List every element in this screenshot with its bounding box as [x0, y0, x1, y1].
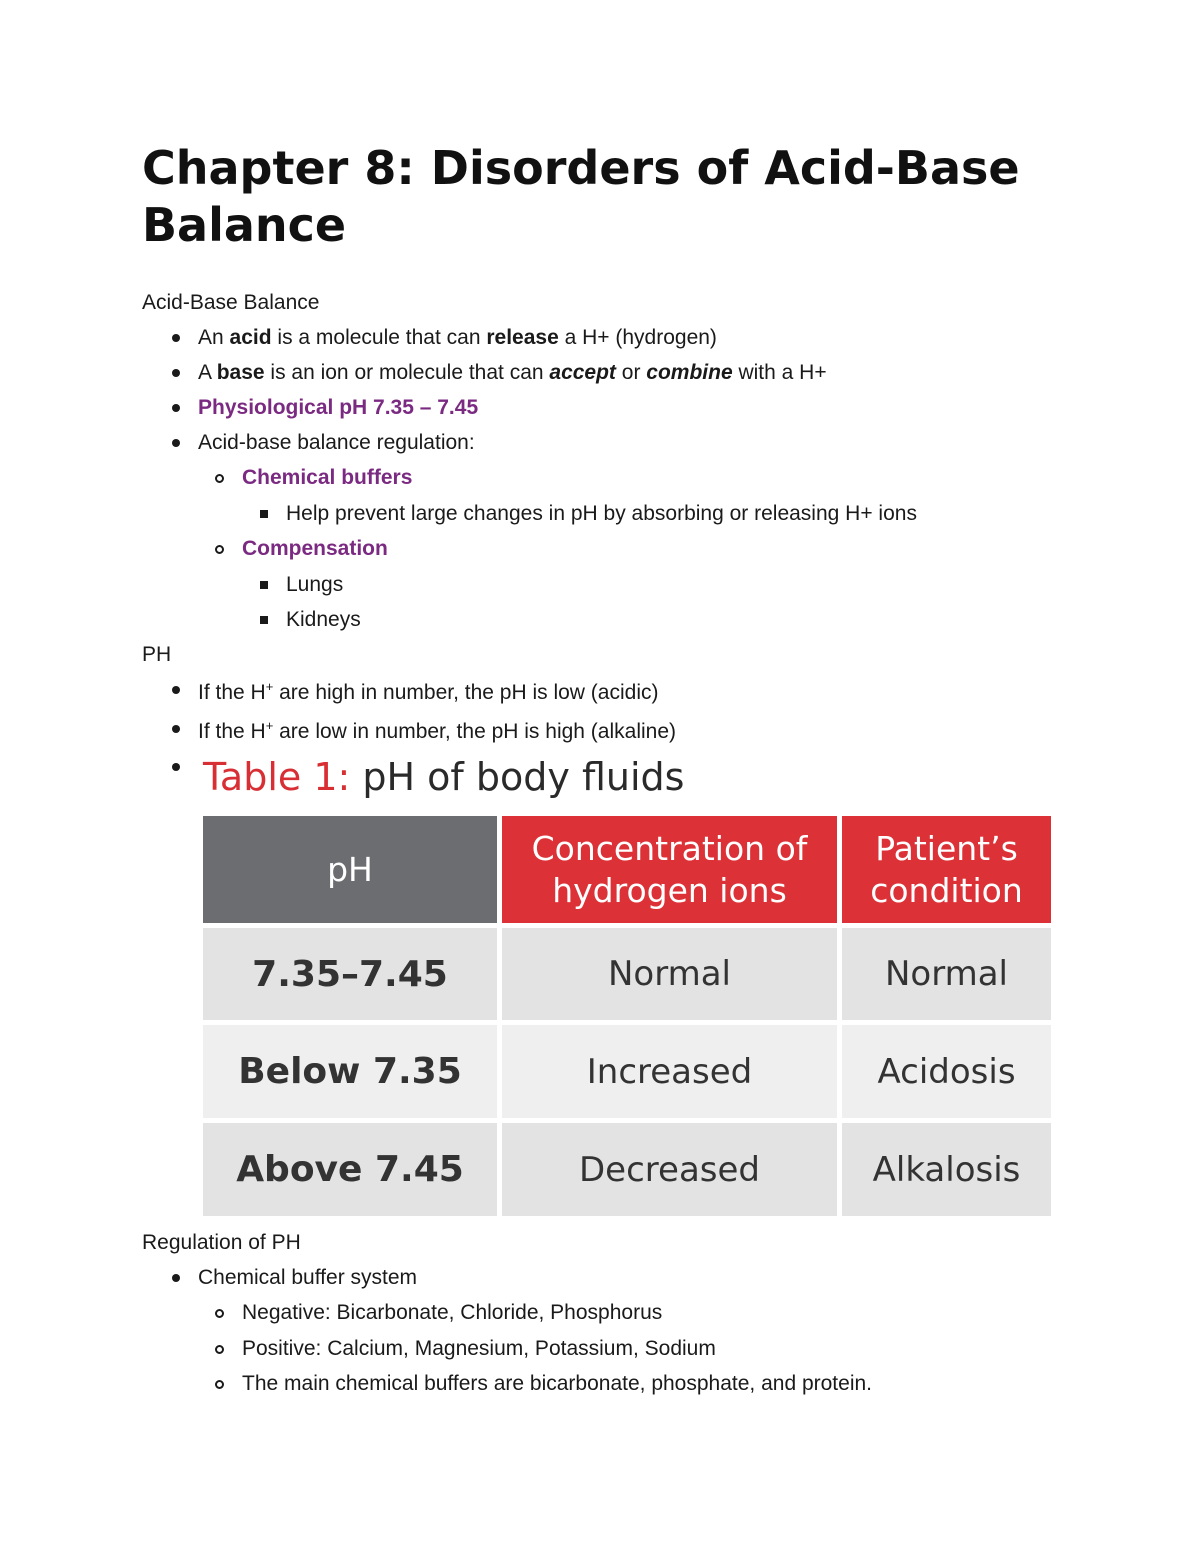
table-cell: Below 7.35: [203, 1025, 497, 1118]
list-item-physiological-ph: Physiological pH 7.35 – 7.45: [198, 396, 479, 419]
bullet-ring: [215, 474, 224, 483]
bullet-dot: [172, 686, 180, 694]
list-item-kidneys: Kidneys: [286, 608, 361, 631]
table-cell: Normal: [502, 928, 837, 1020]
section-heading-ph: PH: [142, 643, 172, 666]
table-cell: Decreased: [502, 1123, 837, 1216]
table-cell: Above 7.45: [203, 1123, 497, 1216]
bullet-dot: [172, 725, 180, 733]
list-item-positive: Positive: Calcium, Magnesium, Potassium, Sodium: [242, 1337, 716, 1360]
section-heading-regulation-of-ph: Regulation of PH: [142, 1231, 301, 1254]
bullet-square: [260, 510, 268, 518]
table-cell: Alkalosis: [842, 1123, 1051, 1216]
list-item-chemical-buffers: Chemical buffers: [242, 466, 413, 489]
table-cell: Acidosis: [842, 1025, 1051, 1118]
list-item-low-h: If the H+ are low in number, the pH is high (alkaline): [198, 718, 676, 743]
bullet-square: [260, 581, 268, 589]
bullet-dot: [172, 404, 180, 412]
bullet-dot: [172, 1274, 180, 1282]
table-cell: Increased: [502, 1025, 837, 1118]
bullet-ring: [215, 1380, 224, 1389]
list-item-buffers-detail: Help prevent large changes in pH by absorbing or releasing H+ ions: [286, 502, 917, 525]
table-header-concentration: Concentration of hydrogen ions: [502, 816, 837, 923]
list-item-main-buffers: The main chemical buffers are bicarbonate, phosphate, and protein.: [242, 1372, 872, 1395]
list-item-high-h: If the H+ are high in number, the pH is low (acidic): [198, 679, 659, 704]
list-item-compensation: Compensation: [242, 537, 388, 560]
bullet-ring: [215, 1309, 224, 1318]
bullet-dot: [172, 369, 180, 377]
list-item-chemical-buffer-system: Chemical buffer system: [198, 1266, 418, 1289]
section-heading-acid-base-balance: Acid-Base Balance: [142, 291, 320, 314]
bullet-ring: [215, 1345, 224, 1354]
table-cell: Normal: [842, 928, 1051, 1020]
bullet-square: [260, 616, 268, 624]
table-title: Table 1: pH of body fluids: [203, 755, 685, 799]
bullet-ring: [215, 545, 224, 554]
list-item-negative: Negative: Bicarbonate, Chloride, Phosphorus: [242, 1301, 663, 1324]
list-item-regulation: Acid-base balance regulation:: [198, 431, 475, 454]
list-item-base-definition: A base is an ion or molecule that can accept or combine with a H+: [198, 361, 827, 384]
table-header-condition: Patient’s condition: [842, 816, 1051, 923]
table-header-ph: pH: [203, 816, 497, 923]
bullet-dot: [172, 334, 180, 342]
list-item-lungs: Lungs: [286, 573, 344, 596]
chapter-title: Chapter 8: Disorders of Acid-Base Balance: [142, 141, 1020, 252]
table-cell: 7.35–7.45: [203, 928, 497, 1020]
list-item-acid-definition: An acid is a molecule that can release a H+ (hydrogen): [198, 326, 717, 349]
bullet-dot: [172, 763, 180, 771]
bullet-dot: [172, 439, 180, 447]
